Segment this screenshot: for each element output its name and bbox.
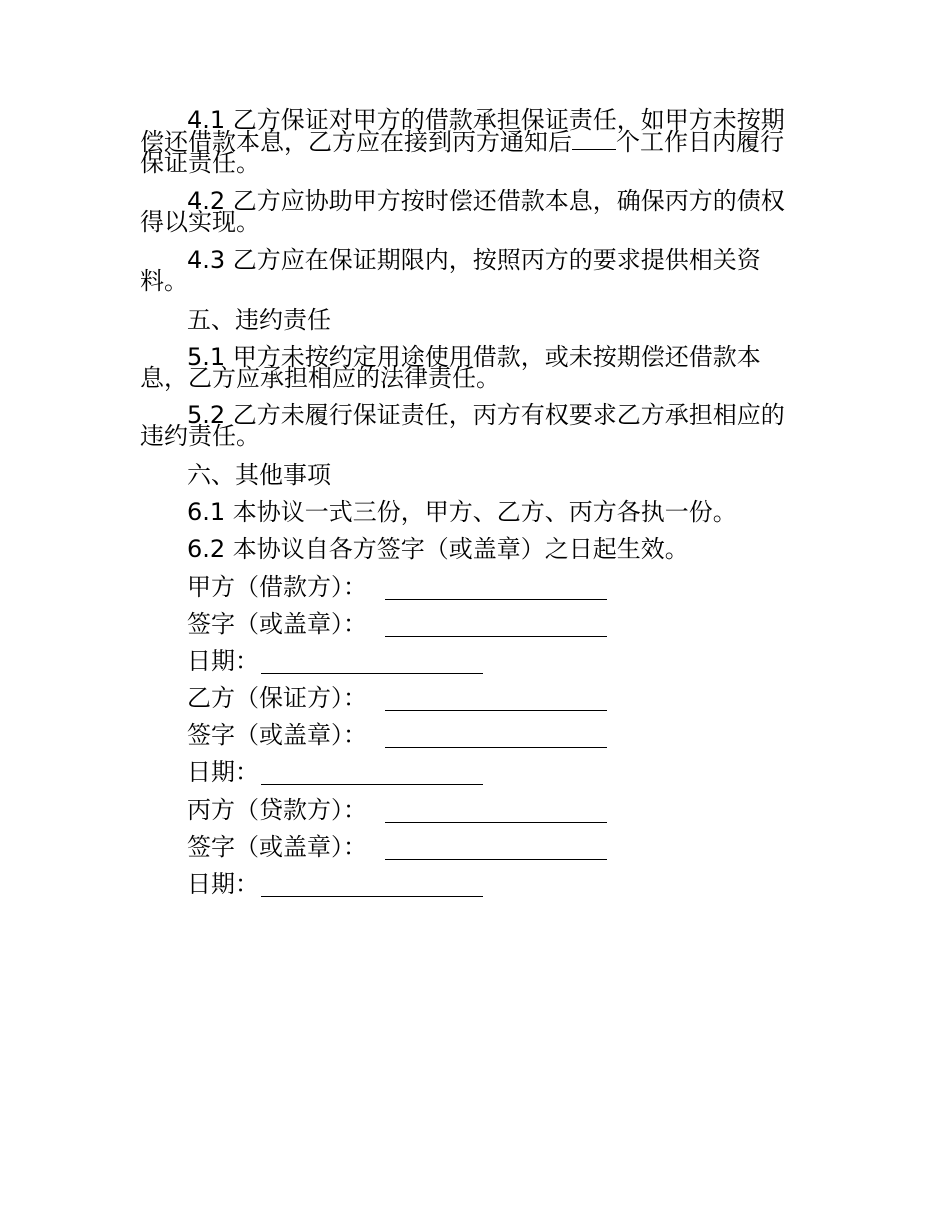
party-c-date-blank [261,870,483,897]
party-c-label: 丙方（贷款方）： [187,796,367,824]
party-b-blank [385,684,607,711]
clause-4-1-text-before: 4.1 乙方保证对甲方的借款承担保证责任，如甲方未按期偿还借款本息，乙方应在接到丙方通知后 [140,106,785,156]
clause-6-2: 6.2 本协议自各方签字（或盖章）之日起生效。 [187,535,689,563]
party-b-date-blank [261,758,483,785]
working-days-blank [572,131,616,150]
party-b-sign-label: 签字（或盖章）： [187,721,367,749]
clause-4-2: 4.2 乙方应协助甲方按时偿还借款本息，确保丙方的债权得以实现。 [140,187,785,236]
party-a-sign-label: 签字（或盖章）： [187,610,367,638]
clause-4-1 [140,106,805,177]
signature-row-party-c-sign [187,833,607,861]
party-a-sign-blank [385,610,607,637]
signature-row-party-c-date [187,870,483,898]
party-b-sign-blank [385,721,607,748]
party-a-date-blank [261,647,483,674]
party-a-blank [385,573,607,600]
signature-row-party-a-date [187,647,483,675]
clause-4-3: 4.3 乙方应在保证期限内，按照丙方的要求提供相关资料。 [140,246,761,295]
clause-5-2: 5.2 乙方未履行保证责任，丙方有权要求乙方承担相应的违约责任。 [140,401,785,450]
signature-row-party-a-sign [187,610,607,638]
party-b-label: 乙方（保证方）： [187,684,367,712]
party-c-blank [385,796,607,823]
clause-5-1: 5.1 甲方未按约定用途使用借款，或未按期偿还借款本息，乙方应承担相应的法律责任。 [140,343,761,392]
clause-6-1: 6.1 本协议一式三份，甲方、乙方、丙方各执一份。 [187,498,737,526]
party-c-sign-blank [385,833,607,860]
section-6-heading: 六、其他事项 [187,461,331,489]
signature-row-party-b-date [187,758,483,786]
signature-row-party-b-sign [187,721,607,749]
party-a-date-label: 日期： [187,647,259,675]
clause-4-1-text-after: 个工作日内履行保证责任。 [140,128,784,177]
party-c-sign-label: 签字（或盖章）： [187,833,367,861]
signature-row-party-c [187,796,607,824]
party-c-date-label: 日期： [187,870,259,898]
signature-row-party-a [187,573,607,601]
section-5-heading: 五、违约责任 [187,306,331,334]
party-a-label: 甲方（借款方）： [187,573,367,601]
party-b-date-label: 日期： [187,758,259,786]
signature-row-party-b [187,684,607,712]
